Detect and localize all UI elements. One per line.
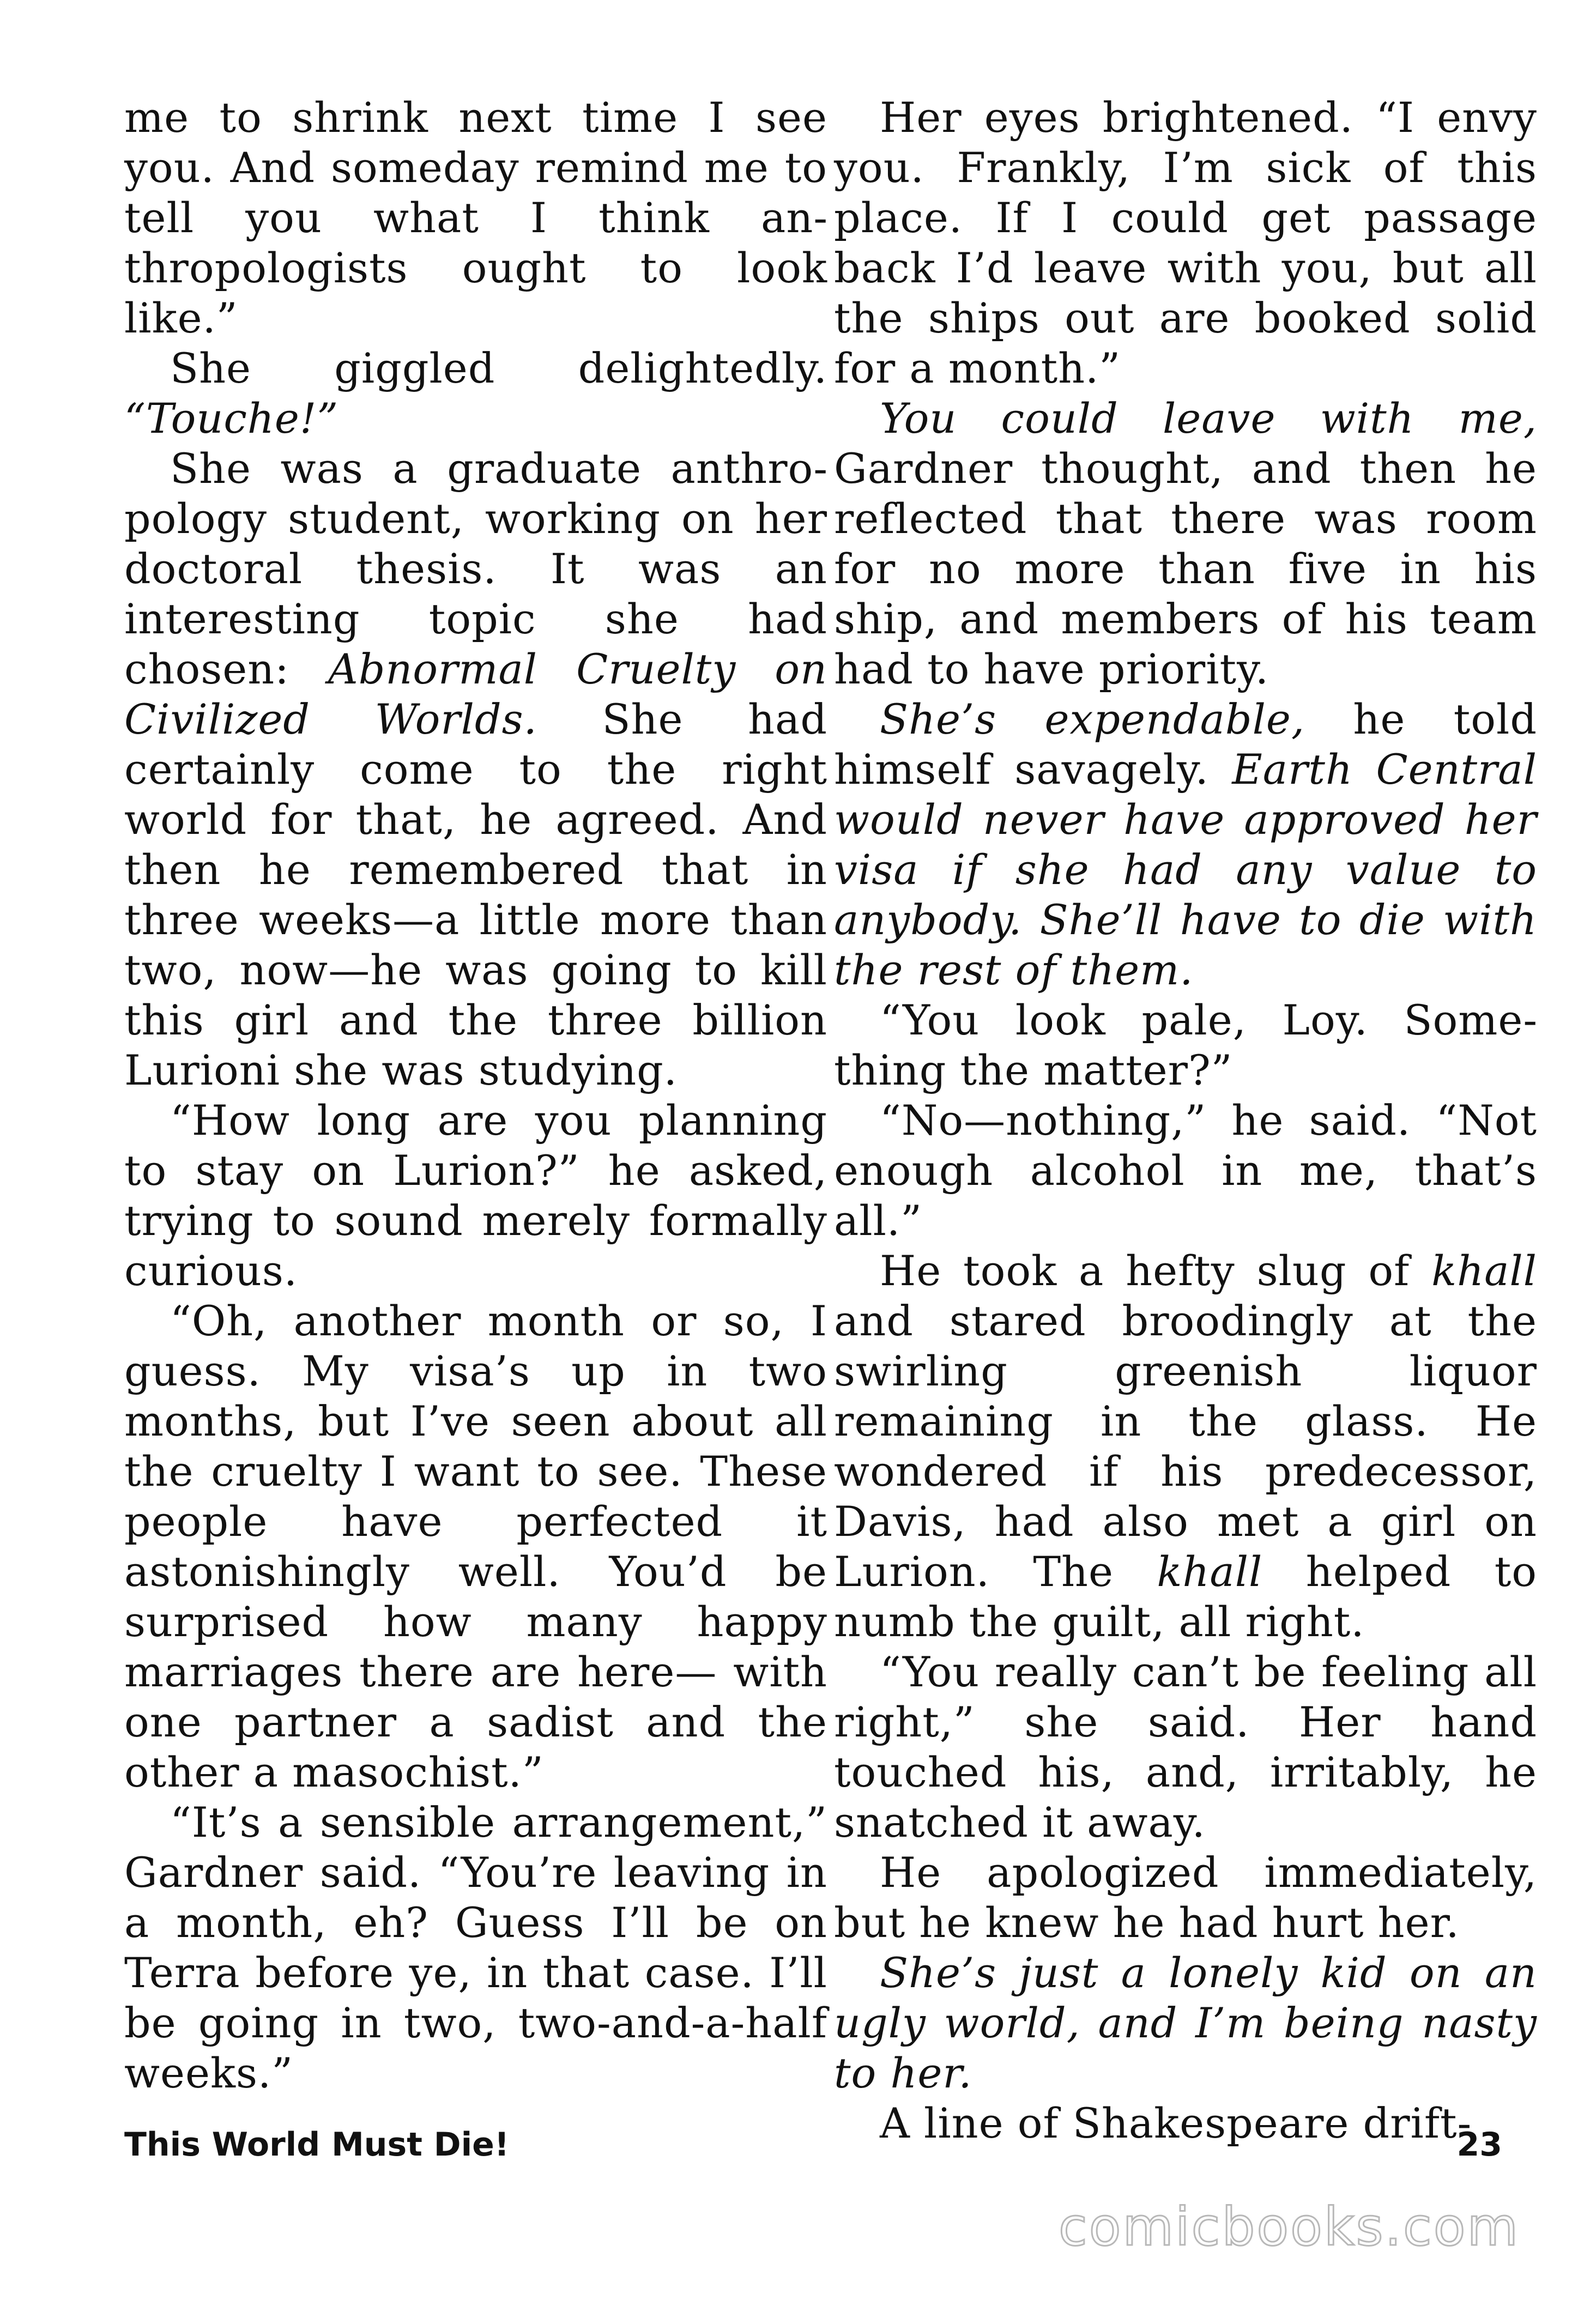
page-number: 23 <box>1456 2126 1502 2164</box>
text-column-right <box>834 93 1537 2148</box>
text-run: “No—nothing,” he said. “Not enough alcohol in me, that’s all.” <box>834 1096 1537 1245</box>
paragraph <box>834 394 1537 694</box>
paragraph <box>834 93 1537 394</box>
italic-text: khall <box>1431 1246 1537 1295</box>
text-run: “Oh, another month or so, I guess. My visa’s up in two months, but I’ve seen about all the cruelty I want to see. These people have perfected it astonishingly well. You’d be surprised how many happy marriages there are here— with one partner a sadist and the other a masochist.” <box>124 1297 827 1796</box>
paragraph <box>834 694 1537 995</box>
italic-text: “Touche!” <box>124 394 339 443</box>
italic-text: You could leave with me, <box>880 394 1537 443</box>
text-run: “You really can’t be feeling all right,” she said. Her hand touched his, and, irritably, he snatched it away. <box>834 1648 1537 1847</box>
running-footer-title: This World Must Die! <box>124 2126 510 2164</box>
paragraph <box>834 2098 1537 2148</box>
paragraph <box>124 1095 827 1296</box>
text-run: Her eyes brightened. “I envy you. Frankly, I’m sick of this place. If I could get passage back I’d leave with you, but all the ships out are booked solid for a month.” <box>834 93 1537 392</box>
paragraph <box>124 93 827 343</box>
text-run: She was a graduate anthropology student, working on her doctoral thesis. It was an interesting topic she had chosen: <box>124 444 827 693</box>
text-run: “How long are you planning to stay on Lurion?” he asked, trying to sound merely formally curious. <box>124 1096 827 1295</box>
text-run: “It’s a sensible arrangement,” Gardner said. “You’re leaving in a month, eh? Guess I’ll be on Terra before ye, in that case. I’ll be going in two, two-and-a-half weeks.” <box>124 1798 827 2097</box>
text-column-left <box>124 93 827 2098</box>
paragraph <box>834 1246 1537 1647</box>
paragraph <box>834 1095 1537 1246</box>
italic-text: Abnormal Cruelty on Civilized Worlds. <box>124 645 827 743</box>
text-run: he told himself savagely. <box>834 695 1537 794</box>
text-run: me to shrink next time I see you. And someday remind me to tell you what I think anthropologists ought to look like.” <box>124 93 827 342</box>
paragraph <box>834 1948 1537 2098</box>
paragraph <box>834 995 1537 1095</box>
paragraph <box>124 343 827 444</box>
italic-text: khall <box>1157 1547 1263 1596</box>
text-run: helped to numb the guilt, all right. <box>834 1547 1537 1646</box>
paragraph <box>834 1848 1537 1948</box>
paragraph <box>124 1797 827 2098</box>
italic-text: She’s expendable, <box>880 695 1305 743</box>
text-run: Gardner thought, and then he reflected that there was room for no more than five in his ship, and members of his team had to have priority. <box>834 444 1537 693</box>
italic-text: Earth Central would never have approved her visa if she had any value to anybody. She’ll have to die with the rest of them. <box>834 745 1537 994</box>
text-run: and stared broodingly at the swirling greenish liquor remaining in the glass. He wondered if his predecessor, Davis, had also met a girl on Lurion. The <box>834 1297 1537 1596</box>
text-run: He took a hefty slug of <box>880 1246 1432 1295</box>
text-run: She had certainly come to the right world for that, he agreed. And then he remembered that in three weeks—a little more than two, now—he was going to kill this girl and the three billion Lurioni she was studying. <box>124 695 827 1094</box>
text-run: A line of Shakespeare drift- <box>880 2099 1472 2147</box>
paragraph <box>124 444 827 1095</box>
text-run: “You look pale, Loy. Something the matter?” <box>834 996 1537 1094</box>
watermark: comicbooks.com <box>1058 2196 1520 2257</box>
paragraph <box>834 1647 1537 1848</box>
paragraph <box>124 1296 827 1797</box>
text-run: He apologized immediately, but he knew he had hurt her. <box>834 1848 1537 1947</box>
text-run: She giggled delightedly. <box>170 344 827 392</box>
italic-text: She’s just a lonely kid on an ugly world, and I’m being nasty to her. <box>834 1948 1537 2097</box>
